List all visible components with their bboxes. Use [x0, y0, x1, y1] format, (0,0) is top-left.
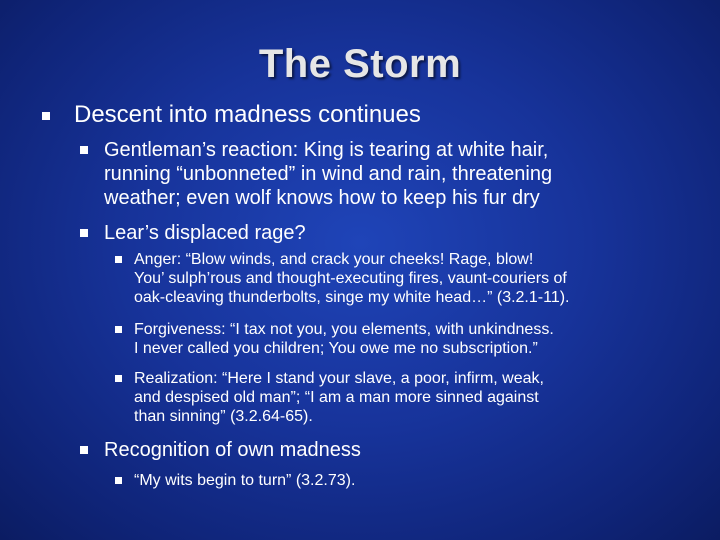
bullet-forgiveness: Forgiveness: “I tax not you, you elements, with unkindness. I never called you children; You owe me no subscription.”	[134, 321, 554, 357]
bullet-recognition: Recognition of own madness	[104, 439, 361, 461]
bullet-marker	[115, 477, 122, 484]
bullet-marker	[80, 446, 88, 454]
bullet-marker	[42, 112, 50, 120]
bullet-descent: Descent into madness continues	[74, 101, 421, 128]
bullet-realization: Realization: “Here I stand your slave, a poor, infirm, weak, and despised old man”; “I am a man more sinned against than sinning” (3.2.64-65).	[134, 370, 544, 425]
bullet-marker	[115, 256, 122, 263]
bullet-anger: Anger: “Blow winds, and crack your cheeks! Rage, blow! You’ sulph’rous and thought-executing fires, vaunt-couriers of oak-cleaving thunderbolts, singe my white head…” (3.2.1-11).	[134, 251, 570, 306]
bullet-marker	[115, 326, 122, 333]
bullet-gentleman-reaction: Gentleman’s reaction: King is tearing at white hair, running “unbonneted” in wind and rain, threatening weather; even wolf knows how to keep his fur dry	[104, 139, 553, 209]
bullet-displaced-rage: Lear’s displaced rage?	[104, 222, 306, 244]
bullet-marker	[115, 375, 122, 382]
bullet-marker	[80, 229, 88, 237]
bullet-marker	[80, 146, 88, 154]
bullet-wits-turn: “My wits begin to turn” (3.2.73).	[134, 472, 356, 489]
slide-title: The Storm	[258, 42, 462, 86]
